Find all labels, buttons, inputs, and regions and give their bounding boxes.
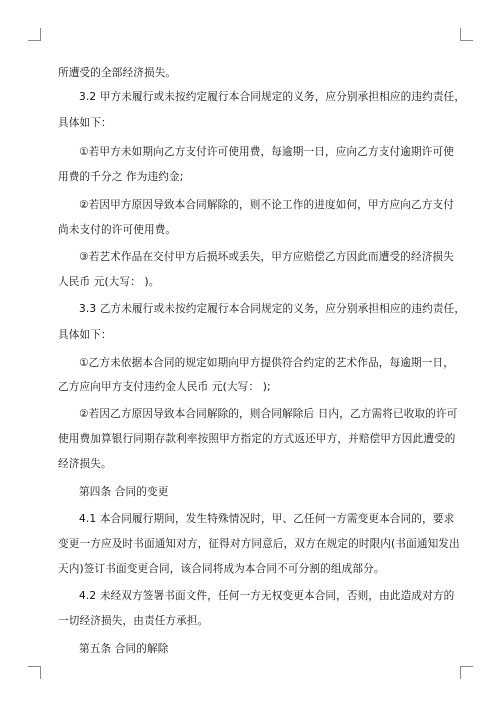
text-line: 具体如下： <box>58 329 112 341</box>
clause-4-2-heading: 4.2 未经双方签署书面文件，任何一方无权变更本合同，否则，由此造成对方的 <box>79 590 455 602</box>
text-line: 天内)签订书面变更合同，该合同将成为本合同不可分割的组成部分。 <box>58 563 385 575</box>
crop-mark-bottom-left <box>28 666 41 679</box>
text-line: 使用费加算银行同期存款利率按照甲方指定的方式返还甲方，并赔偿甲方因此遭受的 <box>58 433 456 445</box>
text-line: 经济损失。 <box>58 458 112 470</box>
text-line: 乙方应向甲方支付违约金人民币 元(大写： ); <box>58 381 271 393</box>
text-line: ③若艺术作品在交付甲方后损坏或丢失，甲方应赔偿乙方因此而遭受的经济损失 <box>79 251 454 263</box>
crop-mark-top-right <box>460 28 473 41</box>
text-line: 变更一方应及时书面通知对方，征得对方同意后，双方在规定的时限内(书面通知发出 <box>58 538 460 550</box>
article-5-heading: 第五条 合同的解除 <box>79 643 169 655</box>
text-line: 具体如下： <box>58 117 112 129</box>
text-line: ①乙方未依据本合同的规定如期向甲方提供符合约定的艺术作品，每逾期一日， <box>79 357 454 369</box>
text-line: 人民币 元(大写： )。 <box>58 276 160 288</box>
crop-mark-bottom-right <box>460 666 473 679</box>
clause-3-2-heading: 3.2 甲方未履行或未按约定履行本合同规定的义务，应分别承担相应的违约责任， <box>79 91 466 103</box>
crop-mark-top-left <box>28 28 41 41</box>
text-line: ①若甲方未如期向乙方支付许可使用费，每逾期一日，应向乙方支付逾期许可使 <box>79 146 454 158</box>
clause-4-1-heading: 4.1 本合同履行期间，发生特殊情况时，甲、乙任何一方需变更本合同的，要求 <box>79 513 455 525</box>
text-line: ②若因甲方原因导致本合同解除的，则不论工作的进度如何，甲方应向乙方支付 <box>79 199 454 211</box>
text-line: ②若因乙方原因导致本合同解除的，则合同解除后 日内，乙方需将已收取的许可 <box>79 408 458 420</box>
clause-3-3-heading: 3.3 乙方未履行或未按约定履行本合同规定的义务，应分别承担相应的违约责任， <box>79 303 466 315</box>
text-line: 尚未支付的许可使用费。 <box>58 224 177 236</box>
text-line: 一切经济损失，由责任方承担。 <box>58 615 209 627</box>
text-line: 用费的千分之 作为违约金; <box>58 171 184 183</box>
article-4-heading: 第四条 合同的变更 <box>79 486 169 498</box>
text-line: 所遭受的全部经济损失。 <box>58 67 177 79</box>
